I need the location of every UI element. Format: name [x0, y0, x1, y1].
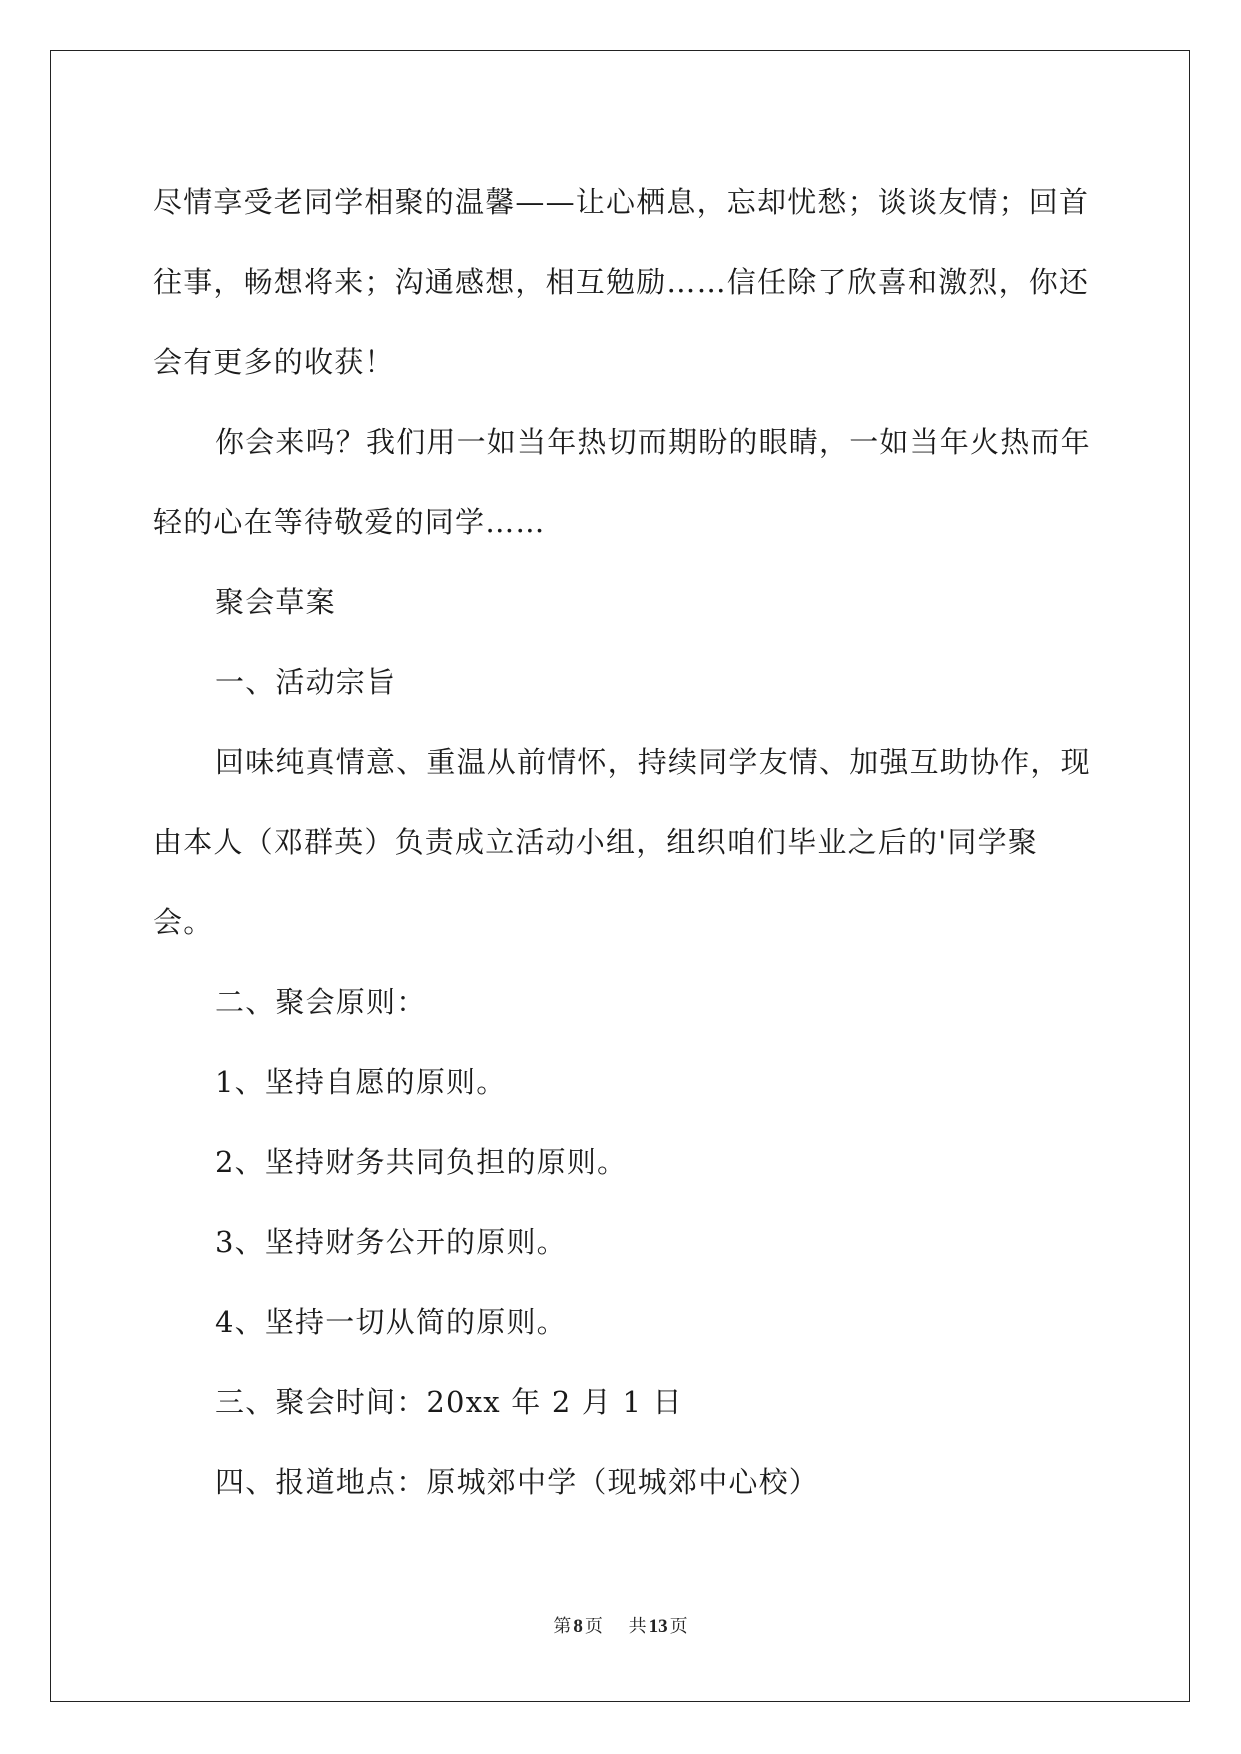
- total-count: 13: [648, 1616, 668, 1637]
- page-current: 8: [573, 1616, 583, 1637]
- section-heading: 三、聚会时间：20xx 年 2 月 1 日: [215, 1385, 683, 1419]
- page-number: [553, 1616, 603, 1637]
- section-heading: 二、聚会原则：: [215, 985, 427, 1019]
- list-item: 4、坚持一切从简的原则。: [215, 1305, 567, 1339]
- list-item: 3、坚持财务公开的原则。: [215, 1225, 567, 1259]
- document-body: [153, 162, 1093, 1522]
- section-heading: 四、报道地点：原城郊中学（现城郊中心校）: [215, 1465, 820, 1499]
- page-total: [629, 1616, 688, 1637]
- total-prefix: 共: [628, 1616, 647, 1637]
- paragraph: 回味纯真情意、重温从前情怀，持续同学友情、加强互助协作，现由本人（邓群英）负责成立活动小组，组织咱们毕业之后的'同学聚会。: [153, 745, 1091, 939]
- paragraph: 你会来吗？我们用一如当年热切而期盼的眼睛，一如当年火热而年轻的心在等待敬爱的同学……: [153, 425, 1091, 539]
- total-suffix: 页: [669, 1616, 688, 1637]
- list-item: 2、坚持财务共同负担的原则。: [215, 1145, 628, 1179]
- list-item: 1、坚持自愿的原则。: [215, 1065, 507, 1099]
- page-prefix: 第: [553, 1616, 572, 1637]
- section-heading: 一、活动宗旨: [215, 665, 397, 699]
- page-suffix: 页: [584, 1616, 603, 1637]
- paragraph: 尽情享受老同学相聚的温馨——让心栖息，忘却忧愁；谈谈友情；回首往事，畅想将来；沟通感想，相互勉励……信任除了欣喜和激烈，你还会有更多的收获！: [153, 185, 1090, 379]
- page-footer: [0, 1612, 1241, 1638]
- section-heading: 聚会草案: [215, 585, 336, 619]
